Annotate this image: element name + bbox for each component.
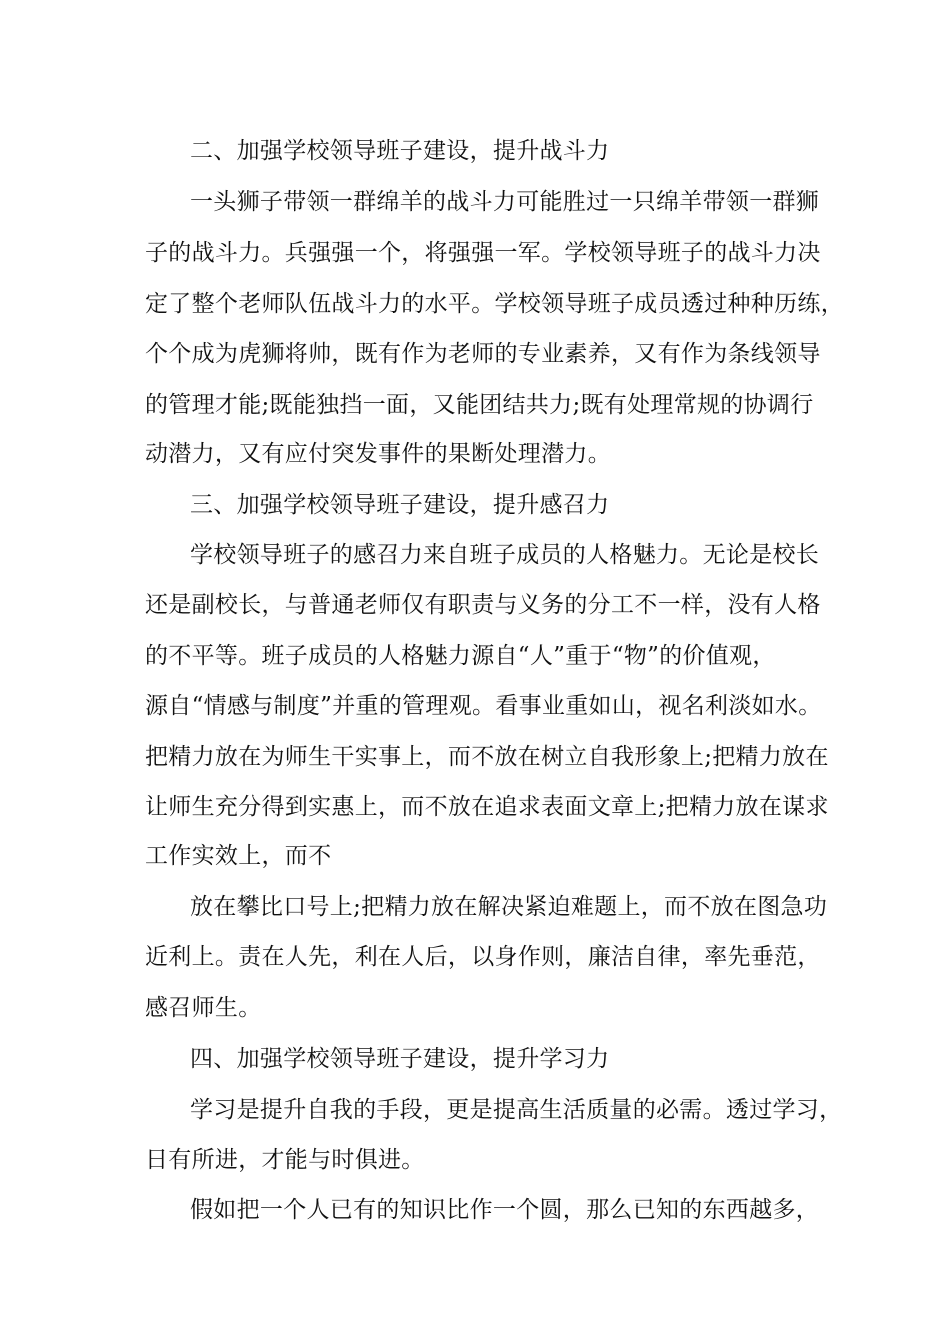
paragraph-line: 的管理才能;既能独挡一面，又能团结共力;既有处理常规的协调行 <box>145 392 814 418</box>
paragraph-line: 子的战斗力。兵强强一个，将强强一军。学校领导班子的战斗力决 <box>145 240 821 266</box>
paragraph-line: 个个成为虎狮将帅，既有作为老师的专业素养，又有作为条线领导 <box>145 341 821 367</box>
paragraph-line: 学习是提升自我的手段，更是提高生活质量的必需。透过学习， <box>190 1097 843 1123</box>
paragraph-line: 感召师生。 <box>145 995 262 1021</box>
section-heading-3: 三、加强学校领导班子建设，提升感召力 <box>190 492 610 518</box>
section-heading-2: 二、加强学校领导班子建设，提升战斗力 <box>190 138 610 164</box>
paragraph-line: 动潜力，又有应付突发事件的果断处理潜力。 <box>145 441 611 467</box>
paragraph-line: 定了整个老师队伍战斗力的水平。学校领导班子成员透过种种历练， <box>145 291 844 317</box>
section-heading-4: 四、加强学校领导班子建设，提升学习力 <box>190 1046 610 1072</box>
paragraph-line: 源自“情感与制度”并重的管理观。看事业重如山，视名利淡如水。 <box>145 693 822 719</box>
paragraph-line: 让师生充分得到实惠上，而不放在追求表面文章上;把精力放在谋求 <box>145 794 829 820</box>
paragraph-line: 的不平等。班子成员的人格魅力源自“人”重于“物”的价值观， <box>145 643 776 669</box>
paragraph-line: 把精力放在为师生干实事上，而不放在树立自我形象上;把精力放在 <box>145 744 829 770</box>
paragraph-line: 还是副校长，与普通老师仅有职责与义务的分工不一样，没有人格 <box>145 592 821 618</box>
paragraph-line: 学校领导班子的感召力来自班子成员的人格魅力。无论是校长 <box>190 542 820 568</box>
paragraph-line: 近利上。责在人先，利在人后，以身作则，廉洁自律，率先垂范， <box>145 944 821 970</box>
paragraph-line: 放在攀比口号上;把精力放在解决紧迫难题上，而不放在图急功 <box>190 894 828 920</box>
paragraph-line: 工作实效上，而不 <box>145 843 332 869</box>
paragraph-line: 一头狮子带领一群绵羊的战斗力可能胜过一只绵羊带领一群狮 <box>190 189 820 215</box>
paragraph-line: 假如把一个人已有的知识比作一个圆，那么已知的东西越多， <box>190 1197 820 1223</box>
paragraph-line: 日有所进，才能与时俱进。 <box>145 1147 425 1173</box>
